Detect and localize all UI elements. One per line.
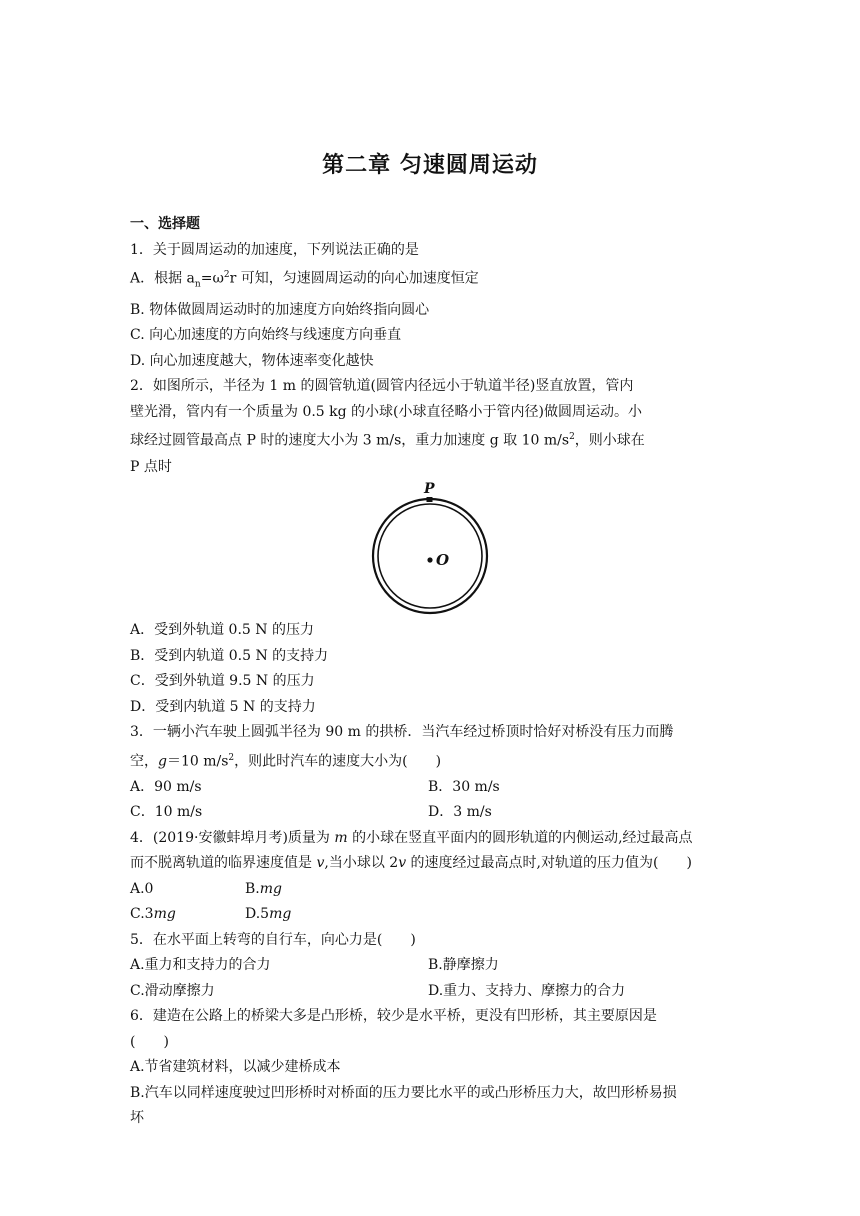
- section-heading: 一、选择题: [130, 216, 200, 232]
- q4-line2-text-end: 的速度经过最高点时,对轨道的压力值为( ): [406, 855, 692, 872]
- q1-option-b: B. 物体做圆周运动时的加速度方向始终指向圆心: [130, 301, 430, 318]
- circular-track-figure: [130, 480, 735, 618]
- q2-line3-text: 球经过圆管最高点 P 时的速度大小为 3 m/s，重力加速度 g 取 10 m/s: [130, 433, 570, 450]
- q3-stem-line-1: 3．一辆小汽车驶上圆弧半径为 90 m 的拱桥．当汽车经过桥顶时恰好对桥没有压力而腾: [130, 724, 674, 741]
- q2-stem-line-2: 壁光滑，管内有一个质量为 0.5 kg 的小球(小球直径略小于管内径)做圆周运动。小: [130, 403, 642, 420]
- document-body: [130, 212, 735, 1132]
- q1-stem: 1．关于圆周运动的加速度，下列说法正确的是: [130, 241, 419, 258]
- q4-stem-line-1: [130, 826, 735, 852]
- q3-line2-superscript: 2: [228, 752, 235, 763]
- q1-a-subscript: n: [194, 279, 201, 290]
- ball-at-top: [427, 497, 433, 502]
- q2-option-b: B．受到内轨道 0.5 N 的支持力: [130, 647, 329, 664]
- center-point: [427, 558, 432, 563]
- q3-option-a: A．90 m/s: [130, 778, 202, 795]
- q1-option-d: D. 向心加速度越大，物体速率变化越快: [130, 352, 374, 369]
- q3-line2-text-end: ，则此时汽车的速度大小为( ): [234, 753, 442, 770]
- q1-a-text-1: A．根据 a: [130, 270, 195, 287]
- q2-option-a: A．受到外轨道 0.5 N 的压力: [130, 622, 314, 639]
- q5-option-d: D.重力、支持力、摩擦力的合力: [428, 982, 626, 999]
- q4-line2-v: v: [316, 855, 325, 872]
- q1-option-a: [130, 263, 735, 298]
- circular-track-diagram: [370, 482, 500, 617]
- q4-stem-line-2: [130, 851, 735, 877]
- q3-stem-line-2: [130, 746, 735, 775]
- q2-option-c: C．受到外轨道 9.5 N 的压力: [130, 673, 315, 690]
- q4-b-italic: mg: [259, 880, 282, 897]
- q2-line3-text-end: ，则小球在: [574, 433, 645, 450]
- inner-track-circle: [378, 504, 482, 608]
- q3-line2-text-mid: ＝10 m/s: [166, 753, 229, 770]
- q4-options-row-2: [130, 902, 735, 928]
- q4-line2-text: 而不脱离轨道的临界速度值是: [130, 855, 317, 872]
- q4-option-c: [130, 902, 245, 928]
- q6-option-b-line-2: 坏: [130, 1110, 144, 1127]
- q3-options-row-2: [130, 800, 735, 826]
- q3-options-row-1: [130, 775, 735, 801]
- q4-line1-text: 4．(2019·安徽蚌埠月考)质量为: [130, 829, 335, 846]
- q5-options-row-1: [130, 953, 735, 979]
- q6-stem-line-2: ( ): [130, 1033, 169, 1050]
- q5-option-c: C.滑动摩擦力: [130, 982, 215, 999]
- q5-options-row-2: [130, 979, 735, 1005]
- q4-c-italic: mg: [153, 906, 176, 923]
- q1-a-superscript: 2: [223, 270, 230, 280]
- q1-a-text-2: =ω: [200, 270, 224, 287]
- q3-option-b: B．30 m/s: [428, 778, 500, 795]
- q4-line1-text-end: 的小球在竖直平面内的圆形轨道的内侧运动,经过最高点: [347, 829, 693, 846]
- q2-stem-line-3: [130, 425, 735, 454]
- outer-track-circle: [373, 499, 487, 613]
- q1-a-text-3: r 可知，匀速圆周运动的向心加速度恒定: [229, 270, 479, 287]
- q3-option-d: D．3 m/s: [428, 804, 492, 821]
- q4-option-a: A.0: [130, 880, 154, 897]
- q5-option-a: A.重力和支持力的合力: [130, 957, 271, 974]
- q3-line2-g: g: [158, 753, 167, 770]
- q4-option-d: [245, 902, 291, 928]
- label-p: P: [424, 482, 435, 498]
- q2-stem-line-1: 2．如图所示，半径为 1 m 的圆管轨道(圆管内径远小于轨道半径)竖直放置，管内: [130, 378, 634, 395]
- q4-line2-text-mid: ,当小球以 2: [324, 855, 399, 872]
- q5-option-b: B.静摩擦力: [428, 957, 499, 974]
- q2-line3-superscript: 2: [569, 432, 575, 443]
- q4-b-text: B.: [245, 880, 260, 897]
- q6-stem-line-1: 6．建造在公路上的桥梁大多是凸形桥，较少是水平桥，更没有凹形桥，其主要原因是: [130, 1008, 657, 1025]
- q4-d-italic: mg: [269, 906, 292, 923]
- q4-line2-v2: v: [398, 855, 407, 872]
- q2-option-d: D．受到内轨道 5 N 的支持力: [130, 698, 316, 715]
- q3-option-c: C．10 m/s: [130, 804, 203, 821]
- q4-line1-m: m: [334, 829, 348, 846]
- q6-option-b-line-1: B.汽车以同样速度驶过凹形桥时对桥面的压力要比水平的或凸形桥压力大，故凹形桥易损: [130, 1084, 677, 1101]
- page-title: 第二章 匀速圆周运动: [322, 153, 538, 178]
- label-o: O: [436, 551, 450, 570]
- q5-stem: 5．在水平面上转弯的自行车，向心力是( ): [130, 931, 416, 948]
- q2-stem-line-4: P 点时: [130, 458, 172, 475]
- q4-option-b: [245, 877, 282, 903]
- q4-options-row-1: [130, 877, 735, 903]
- q4-d-text: D.5: [245, 906, 270, 923]
- q3-line2-text: 空，: [130, 753, 158, 770]
- q4-c-text: C.3: [130, 906, 154, 923]
- q1-option-c: C. 向心加速度的方向始终与线速度方向垂直: [130, 327, 402, 344]
- q6-option-a: A.节省建筑材料，以减少建桥成本: [130, 1059, 341, 1076]
